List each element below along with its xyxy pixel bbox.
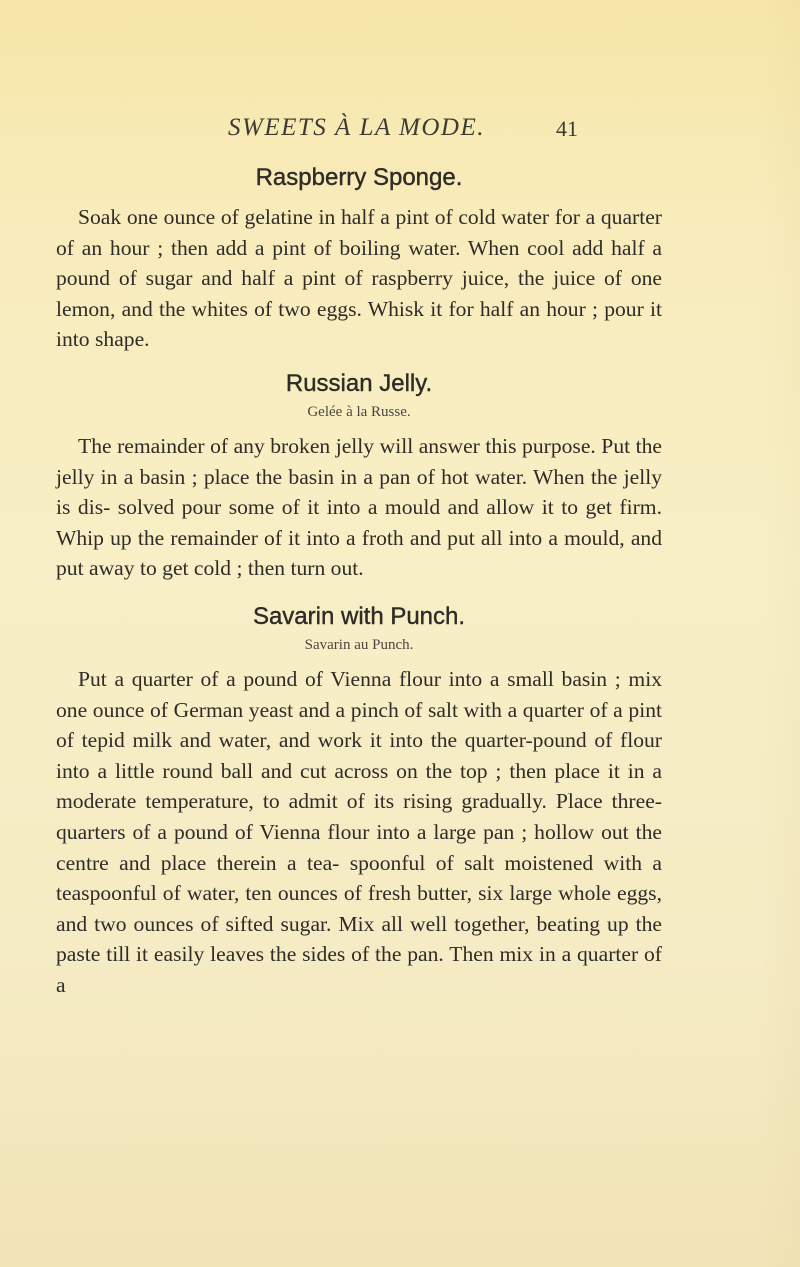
recipe-subtitle: Gelée à la Russe. <box>307 403 411 420</box>
recipe-body: Put a quarter of a pound of Vienna flour into a small basin ; mix one ounce of German yeast and a pinch of salt with a quarter of a pint of tepid milk and water, and work it into the quarter-pound of flour into a little round ball and cut across on the top ; then place it in a moderate temperature, to admit of its rising gradually. Place three- quarters of a pound of Vienna flour into a large pan ; hollow out the centre and place therein a tea- spoonful of salt moistened with a teaspoonful of water, ten ounces of fresh butter, six large whole eggs, and two ounces of sifted sugar. Mix all well together, beating up the paste till it easily leaves the sides of the pan. Then mix in a quarter of a <box>56 666 662 997</box>
running-title: SWEETS À LA MODE. <box>228 114 485 141</box>
recipe-title: Russian Jelly. <box>285 369 433 397</box>
recipe-body: Soak one ounce of gelatine in half a pint of cold water for a quarter of an hour ; then add a pint of boiling water. When cool add half a pound of sugar and half a pint of raspberry juice, the juice of one lemon, and the whites of two eggs. Whisk it for half an hour ; pour it into shape. <box>56 205 662 352</box>
recipe-title: Raspberry Sponge. <box>255 164 463 191</box>
page-edge-shadow <box>760 0 800 1267</box>
recipe-body: The remainder of any broken jelly will answer this purpose. Put the jelly in a basin ; place the basin in a pan of hot water. When the jelly is dis- solved pour some of it into a mould and allow it to get firm. Whip up the remainder of it into a froth and put all into a mould, and put away to get cold ; then turn out. <box>56 433 662 581</box>
page-number: 41 <box>556 116 578 141</box>
recipe-savarin-with-punch <box>56 600 662 1001</box>
recipe-subtitle: Savarin au Punch. <box>304 636 414 653</box>
running-head <box>0 114 800 148</box>
recipe-raspberry-sponge <box>56 160 662 355</box>
recipe-russian-jelly <box>56 367 662 584</box>
recipe-title: Savarin with Punch. <box>252 602 466 630</box>
page-content <box>56 160 662 1000</box>
